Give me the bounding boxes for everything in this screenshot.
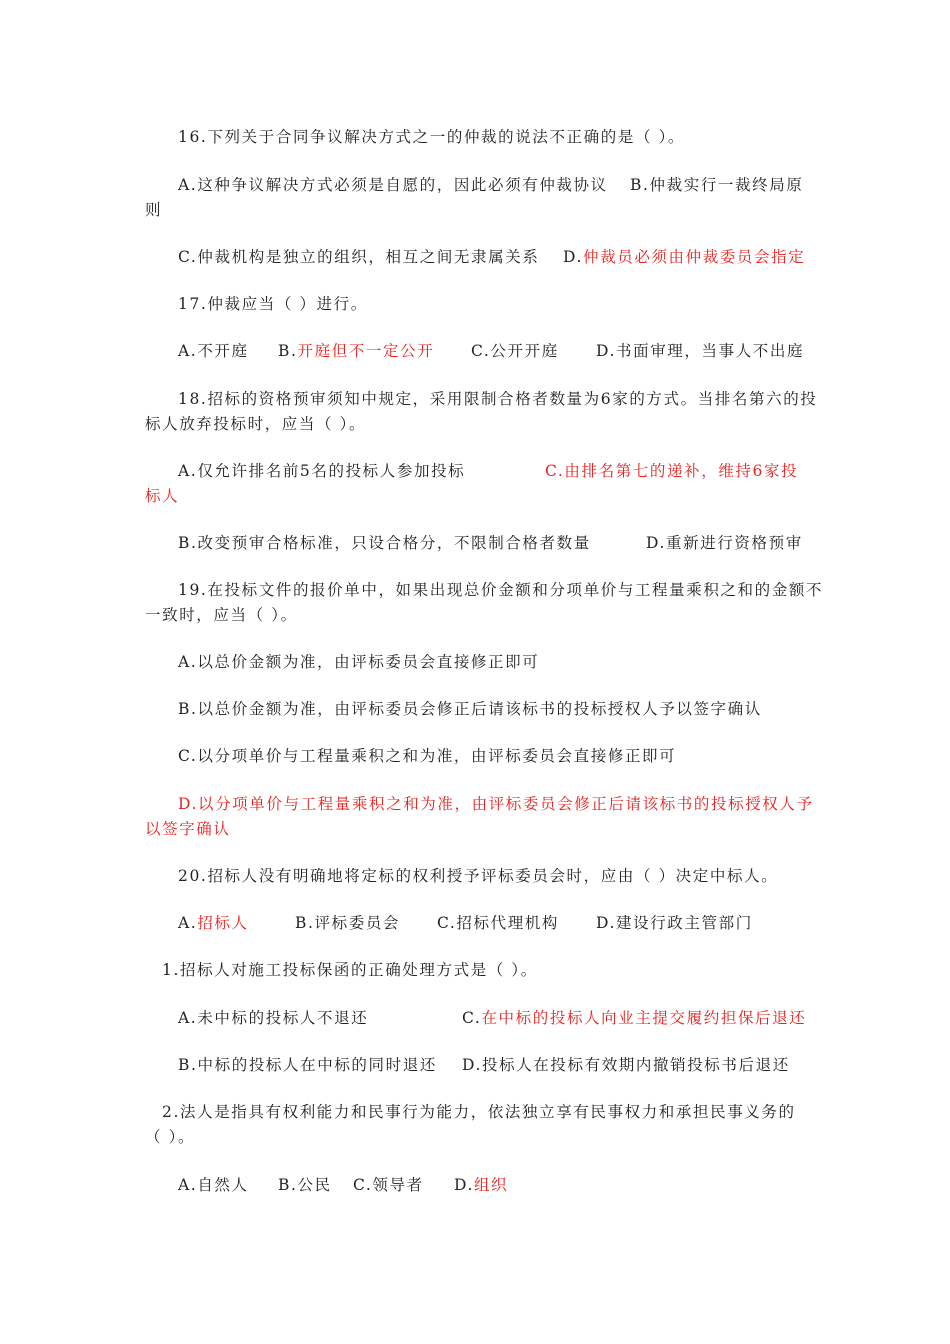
- answer-highlight: 开庭但不一定公开: [297, 342, 435, 360]
- question-2-stem-cont: （ ）。: [145, 1128, 196, 1146]
- question-16-option-b: B.仲裁实行一裁终局原: [630, 176, 804, 194]
- question-18-option-a: A.仅允许排名前5名的投标人参加投标: [178, 462, 466, 480]
- question-18-stem-cont: 标人放弃投标时，应当（ ）。: [145, 415, 367, 433]
- question-19-option-b: B.以总价金额为准，由评标委员会修正后请该标书的投标授权人予以签字确认: [178, 700, 762, 718]
- question-1-stem: 1.招标人对施工投标保函的正确处理方式是（ ）。: [162, 961, 538, 979]
- answer-highlight: 招标人: [197, 914, 249, 932]
- question-19-stem-cont: 一致时，应当（ ）。: [145, 606, 298, 624]
- question-17-stem: 17.仲裁应当（ ）进行。: [178, 295, 368, 313]
- question-17-option-a: A.不开庭: [178, 342, 249, 360]
- answer-highlight: 在中标的投标人向业主提交履约担保后退还: [481, 1009, 807, 1027]
- question-18-option-b: B.改变预审合格标准，只设合格分，不限制合格者数量: [178, 534, 591, 552]
- question-20-option-c: C.招标代理机构: [437, 914, 560, 932]
- question-2-option-d: [454, 1174, 508, 1196]
- question-18-option-d: D.重新进行资格预审: [646, 534, 803, 552]
- question-1-option-b: B.中标的投标人在中标的同时退还: [178, 1056, 437, 1074]
- question-19-option-d-answer-cont: 以签字确认: [145, 820, 231, 838]
- question-19-option-d-answer: D.以分项单价与工程量乘积之和为准，由评标委员会修正后请该标书的投标授权人予: [178, 795, 814, 813]
- option-a-prefix: A.: [178, 914, 198, 932]
- question-19-option-c: C.以分项单价与工程量乘积之和为准，由评标委员会直接修正即可: [178, 747, 677, 765]
- answer-highlight: 仲裁员必须由仲裁委员会指定: [583, 248, 806, 266]
- question-1-option-a: A.未中标的投标人不退还: [178, 1009, 369, 1027]
- question-16-option-d: [563, 246, 805, 268]
- answer-highlight: 组织: [474, 1176, 509, 1194]
- question-2-option-a: A.自然人: [178, 1176, 249, 1194]
- option-d-prefix: D.: [454, 1176, 475, 1194]
- question-16-stem: 16.下列关于合同争议解决方式之一的仲裁的说法不正确的是（ ）。: [178, 128, 686, 146]
- question-17-option-d: D.书面审理，当事人不出庭: [596, 342, 805, 360]
- question-20-stem: 20.招标人没有明确地将定标的权利授予评标委员会时，应由（ ）决定中标人。: [178, 867, 779, 885]
- option-c-prefix: C.: [462, 1009, 482, 1027]
- question-19-option-a: A.以总价金额为准，由评标委员会直接修正即可: [178, 653, 540, 671]
- question-16-option-b-cont: 则: [145, 201, 163, 219]
- question-18-stem: 18.招标的资格预审须知中规定，采用限制合格者数量为6家的方式。当排名第六的投: [178, 390, 818, 408]
- question-2-option-c: C.领导者: [353, 1176, 424, 1194]
- question-2-option-b: B.公民: [278, 1176, 332, 1194]
- question-20-option-a: [178, 912, 249, 934]
- option-d-prefix: D.: [563, 248, 584, 266]
- question-16-option-a: A.这种争议解决方式必须是自愿的，因此必须有仲裁协议: [178, 176, 608, 194]
- option-b-prefix: B.: [278, 342, 298, 360]
- question-17-option-c: C.公开开庭: [471, 342, 559, 360]
- question-17-option-b: [278, 340, 434, 362]
- question-1-option-d: D.投标人在投标有效期内撤销投标书后退还: [462, 1056, 790, 1074]
- question-20-option-d: D.建设行政主管部门: [596, 914, 753, 932]
- question-18-option-c-answer: C.由排名第七的递补，维持6家投: [545, 462, 799, 480]
- question-18-option-c-answer-cont: 标人: [145, 487, 180, 505]
- question-1-option-c: [462, 1007, 806, 1029]
- question-16-option-c: C.仲裁机构是独立的组织，相互之间无隶属关系: [178, 248, 540, 266]
- question-2-stem: 2.法人是指具有权利能力和民事行为能力，依法独立享有民事权力和承担民事义务的: [162, 1103, 796, 1121]
- question-19-stem: 19.在投标文件的报价单中，如果出现总价金额和分项单价与工程量乘积之和的金额不: [178, 581, 824, 599]
- question-20-option-b: B.评标委员会: [295, 914, 401, 932]
